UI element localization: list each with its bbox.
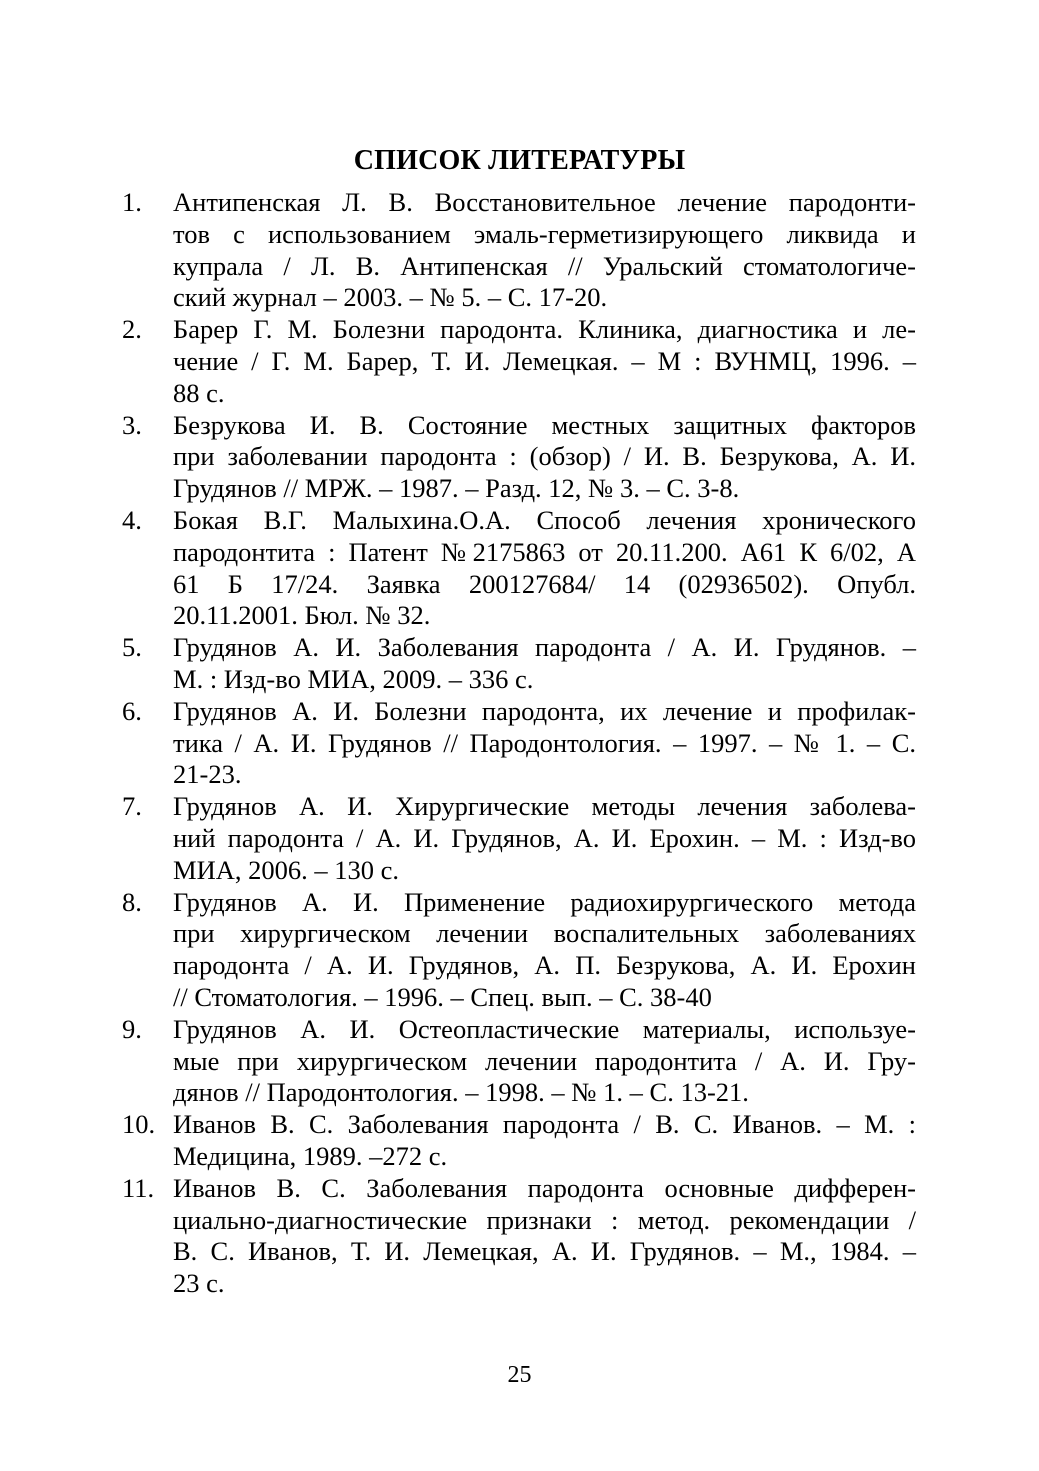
reference-line: пародонта / А. И. Грудянов, А. П. Безрукова, А. И. Ерохин (173, 950, 916, 981)
reference-line: 20.11.2001. Бюл. № 32. (173, 600, 431, 631)
reference-text (173, 505, 916, 632)
reference-line: циально-диагностические признаки : метод. рекомендации / (173, 1204, 916, 1235)
reference-number: 6. (122, 695, 142, 726)
reference-number: 4. (122, 504, 142, 535)
reference-line: чение / Г. М. Барер, Т. И. Лемецкая. – М : ВУНМЦ, 1996. – (173, 345, 916, 376)
reference-line: ний пародонта / А. И. Грудянов, А. И. Ерохин. – М. : Изд-во (173, 822, 916, 853)
reference-line: Грудянов А. И. Остеопластические материалы, используе- (173, 1013, 916, 1044)
reference-number: 9. (122, 1013, 142, 1044)
reference-line: М. : Изд-во МИА, 2009. – 336 с. (173, 663, 534, 694)
reference-item (122, 187, 916, 314)
reference-line: тика / А. И. Грудянов // Пародонтология. – 1997. – № 1. – С. (173, 727, 916, 758)
reference-item (122, 1109, 916, 1173)
reference-line: Грудянов А. И. Применение радиохирургического метода (173, 886, 916, 917)
page-number: 25 (507, 1362, 532, 1388)
reference-line: 23 с. (173, 1268, 225, 1299)
reference-item (122, 696, 916, 791)
reference-line: Бокая В.Г. Малыхина.О.А. Способ лечения хронического (173, 504, 916, 535)
reference-number: 8. (122, 886, 142, 917)
reference-item (122, 632, 916, 696)
reference-number: 10. (122, 1109, 156, 1140)
reference-line: В. С. Иванов, Т. И. Лемецкая, А. И. Грудянов. – М., 1984. – (173, 1236, 916, 1267)
reference-number: 2. (122, 314, 142, 345)
reference-line: 88 с. (173, 377, 225, 408)
reference-line: пародонтита : Патент №2175863 от 20.11.200. А61 К 6/02, А (173, 536, 916, 567)
reference-number: 11. (122, 1172, 155, 1203)
reference-item (122, 1014, 916, 1109)
reference-line: купрала / Л. В. Антипенская // Уральский стоматологиче- (173, 250, 916, 281)
reference-line: 61 Б 17/24. Заявка 200127684/ 14 (02936502). Опубл. (173, 568, 916, 599)
reference-item (122, 410, 916, 505)
reference-text (173, 1109, 916, 1173)
reference-line: 21-23. (173, 759, 242, 790)
reference-line: Грудянов А. И. Хирургические методы лечения заболева- (173, 791, 916, 822)
reference-text (173, 887, 916, 1014)
reference-line: Барер Г. М. Болезни пародонта. Клиника, диагностика и ле- (173, 314, 916, 345)
reference-number: 3. (122, 409, 142, 440)
reference-number: 1. (122, 187, 142, 217)
reference-line: дянов // Пародонтология. – 1998. – № 1. – С. 13-21. (173, 1077, 749, 1108)
reference-item (122, 314, 916, 409)
reference-line: Грудянов А. И. Заболевания пародонта / А. И. Грудянов. – (173, 632, 916, 663)
reference-line: // Стоматология. – 1996. – Спец. вып. – С. 38-40 (173, 981, 712, 1012)
reference-item (122, 1173, 916, 1300)
reference-text (173, 632, 916, 696)
reference-text (173, 1014, 916, 1109)
reference-number: 7. (122, 791, 142, 822)
reference-text (173, 187, 916, 314)
reference-text (173, 791, 916, 886)
reference-number: 5. (122, 632, 142, 663)
reference-item (122, 887, 916, 1014)
reference-item (122, 505, 916, 632)
reference-line: Грудянов А. И. Болезни пародонта, их лечение и профилак- (173, 695, 916, 726)
reference-item (122, 791, 916, 886)
reference-line: при хирургическом лечении воспалительных заболеваниях (173, 918, 916, 949)
reference-line: МИА, 2006. – 130 с. (173, 854, 399, 885)
reference-text (173, 314, 916, 409)
page-title: СПИСОК ЛИТЕРАТУРЫ (353, 144, 686, 176)
reference-line: тов с использованием эмаль-герметизирующего ликвида и (173, 218, 916, 249)
reference-line: Безрукова И. В. Состояние местных защитных факторов (173, 409, 916, 440)
reference-line: Грудянов // МРЖ. – 1987. – Разд. 12, № 3. – С. 3-8. (173, 473, 740, 504)
reference-text (173, 696, 916, 791)
reference-line: Медицина, 1989. –272 с. (173, 1140, 448, 1171)
reference-text (173, 1173, 916, 1300)
reference-line: при заболевании пародонта : (обзор) / И. В. Безрукова, А. И. (173, 441, 916, 472)
reference-list (122, 187, 916, 1300)
reference-line: ский журнал – 2003. – № 5. – С. 17-20. (173, 282, 608, 313)
reference-text (173, 410, 916, 505)
reference-line: Антипенская Л. В. Восстановительное лечение пародонти- (173, 187, 916, 217)
reference-line: мые при хирургическом лечении пародонтита / А. И. Гру- (173, 1045, 916, 1076)
reference-line: Иванов В. С. Заболевания пародонта основные дифферен- (173, 1172, 916, 1203)
reference-line: Иванов В. С. Заболевания пародонта / В. С. Иванов. – М. : (173, 1109, 916, 1140)
